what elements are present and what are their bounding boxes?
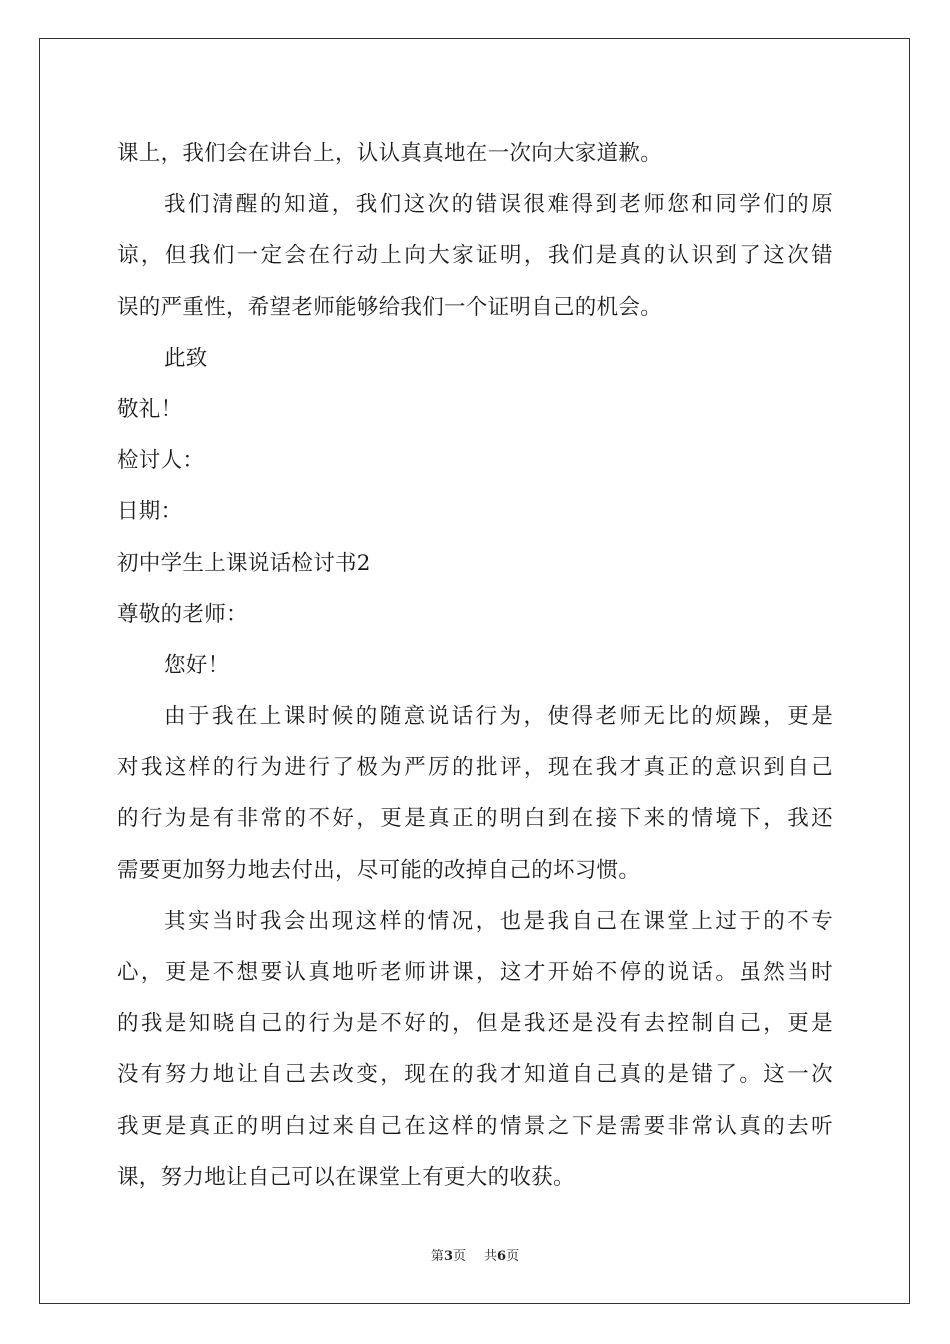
paragraph-line: 由于我在上课时候的随意说话行为，使得老师无比的烦躁，更是 [164,704,833,730]
total-prefix: 共 [484,1249,498,1264]
paragraph-line: 谅，但我们一定会在行动上向大家证明，我们是真的认识到了这次错 [117,243,833,269]
paragraph-line: 课上，我们会在讲台上，认认真真地在一次向大家道歉。 [117,141,663,166]
total-suffix: 页 [506,1249,520,1264]
paragraph-line: 的我是知晓自己的行为是不好的，但是我还是没有去控制自己，更是 [117,1011,833,1037]
paragraph-line: 我们清醒的知道，我们这次的错误很难得到老师您和同学们的原 [164,192,833,218]
salutation: 尊敬的老师： [117,601,248,627]
paragraph-line: 其实当时我会出现这样的情况，也是我自己在课堂上过于的不专 [164,908,833,934]
paragraph-line: 我更是真正的明白过来自己在这样的情景之下是需要非常认真的去听 [117,1113,833,1139]
total-page-number: 6 [497,1249,507,1264]
paragraph-line: 需要更加努力地去付出，尽可能的改掉自己的坏习惯。 [117,857,641,883]
salutation-closing: 此致 [164,345,208,371]
closing-regards: 敬礼！ [117,396,183,422]
paragraph-line: 心，更是不想要认真地听老师讲课，这才开始不停的说话。虽然当时 [117,960,833,985]
page-footer [0,1248,950,1266]
paragraph-line: 误的严重性，希望老师能够给我们一个证明自己的机会。 [117,294,663,320]
paragraph-line: 课，努力地让自己可以在课堂上有更大的收获。 [117,1164,575,1190]
paragraph-line: 对我这样的行为进行了极为严厉的批评，现在我才真正的意识到自己 [117,755,833,781]
page-suffix: 页 [452,1249,466,1264]
signer-label: 检讨人： [117,448,205,474]
date-label: 日期： [117,499,183,525]
greeting: 您好！ [164,652,230,678]
paragraph-line: 没有努力地让自己去改变，现在的我才知道自己真的是错了。这一次 [117,1062,833,1088]
section-title: 初中学生上课说话检讨书2 [117,550,371,576]
page-prefix: 第 [430,1249,444,1264]
paragraph-line: 的行为是有非常的不好，更是真正的明白到在接下来的情境下，我还 [117,806,833,832]
document-body [117,128,833,1203]
current-page-number: 3 [443,1249,453,1264]
